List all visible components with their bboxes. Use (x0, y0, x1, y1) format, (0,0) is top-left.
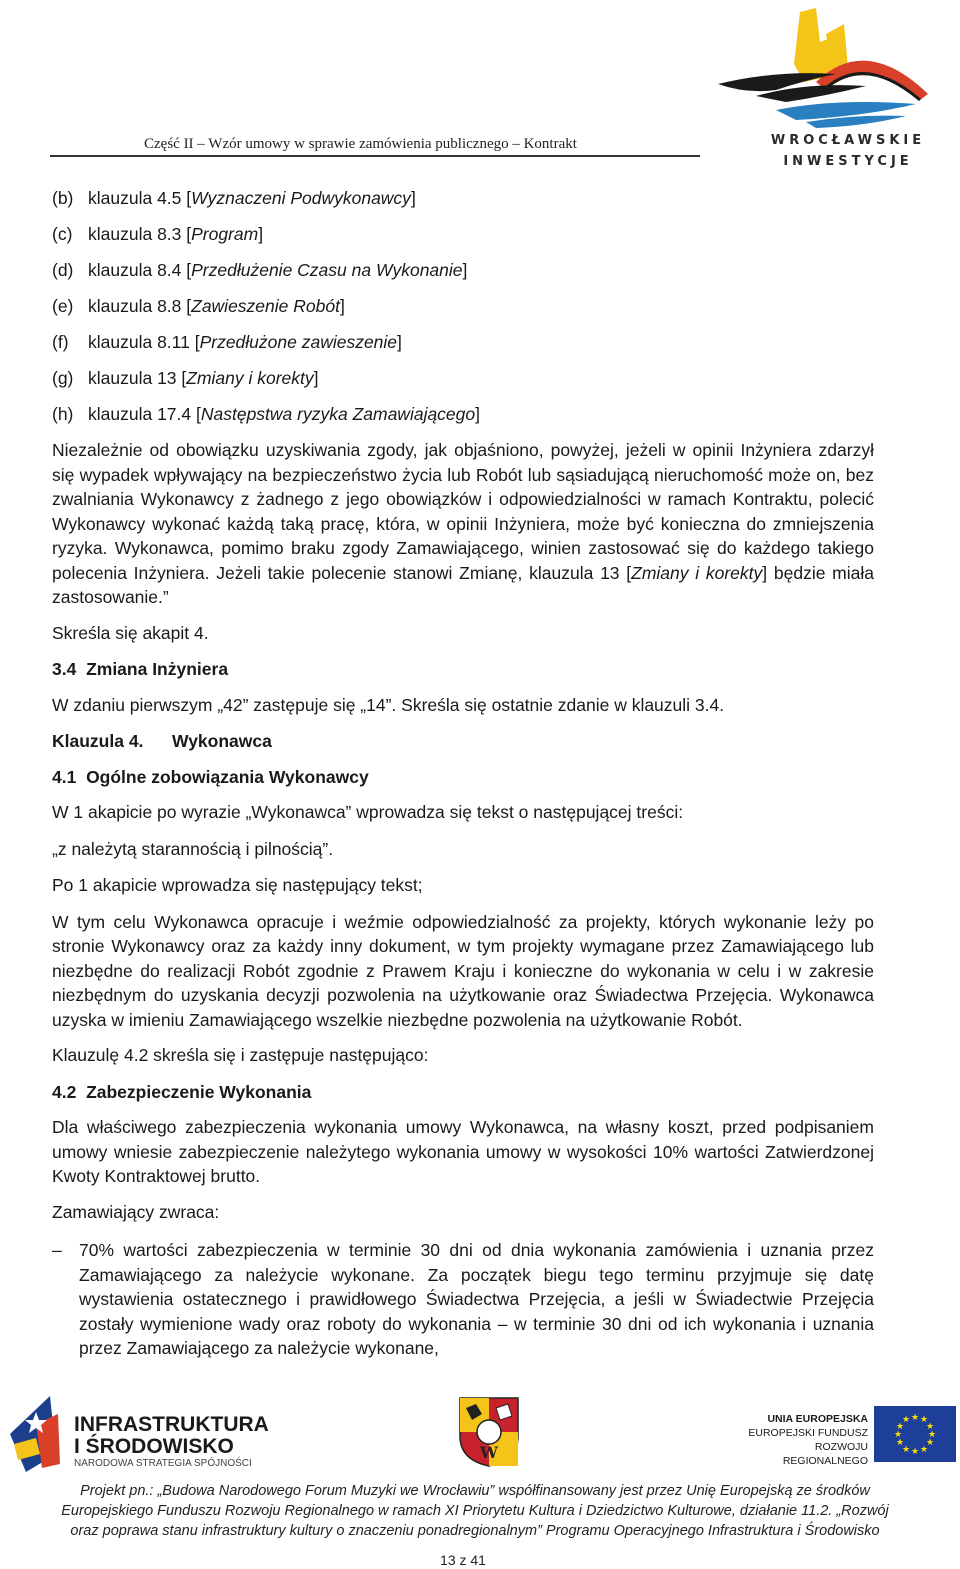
page-number: 13 z 41 (440, 1552, 486, 1568)
ue-line2: EUROPEJSKI FUNDUSZ (748, 1427, 868, 1439)
header-title: Część II – Wzór umowy w sprawie zamówienia publicznego – Kontrakt (144, 136, 577, 152)
list-text: klauzula 4.5 [ (88, 188, 192, 208)
svg-text:★: ★ (910, 1447, 920, 1457)
list-suffix: ] (475, 404, 481, 424)
svg-text:W: W (480, 1443, 498, 1462)
list-label: (g) (52, 368, 74, 388)
list-label: (f) (52, 332, 69, 352)
heading-title: Zmiana Inżyniera (86, 659, 229, 679)
svg-text:★: ★ (895, 1422, 905, 1432)
list-item (52, 366, 874, 390)
list-item (52, 222, 874, 246)
paragraph-quote: „z należytą starannością i pilnością”. (52, 838, 334, 859)
footnote-line2: Europejskiego Funduszu Rozwoju Regionalnego w ramach XI Priorytetu Kultura i Dziedzictwo Kulturowe, działanie 11.2. „Rozwój (61, 1503, 889, 1519)
clause-title: Wykonawca (172, 731, 272, 751)
heading-number: 4.2 (52, 1081, 77, 1102)
list-suffix: ] (410, 188, 416, 208)
list-item (52, 330, 874, 354)
list-label: (c) (52, 224, 73, 244)
list-text: klauzula 8.8 [ (88, 296, 192, 316)
paragraph-delete-4: Skreśla się akapit 4. (52, 622, 209, 643)
paragraph-risk (52, 438, 874, 610)
logo-text (760, 130, 936, 172)
ue-logo (730, 1406, 956, 1467)
svg-text:★: ★ (901, 1415, 911, 1425)
list-text: klauzula 13 [ (88, 368, 187, 388)
is-line3: NARODOWA STRATEGIA SPÓJNOŚCI (74, 1458, 252, 1469)
heading-title: Zabezpieczenie Wykonania (86, 1081, 312, 1102)
ue-line3: ROZWOJU REGIONALNEGO (782, 1441, 868, 1467)
list-item (52, 402, 874, 426)
bridge-logo-icon (716, 4, 940, 134)
list-title: Zmiany i korekty (186, 368, 314, 388)
list-title: Program (191, 224, 259, 244)
footnote-line3: oraz poprawa stanu infrastruktury kultury o znaczeniu ponadregionalnym” Programu Operacyjnego Infrastruktura i Środowisko (70, 1523, 880, 1539)
svg-text:★: ★ (925, 1438, 935, 1448)
logo-line1: WROCŁAWSKIE (770, 133, 926, 148)
infrastruktura-srodowisko-logo (6, 1394, 269, 1474)
eu-flag-icon (874, 1406, 956, 1462)
logo-line2: INWESTYCJE (783, 154, 913, 169)
list-suffix: ] (258, 224, 264, 244)
list-suffix: ] (339, 296, 345, 316)
paragraph-insert: W 1 akapicie po wyrazie „Wykonawca” wprowadza się tekst o następującej treści: (52, 802, 684, 822)
heading-title: Ogólne zobowiązania Wykonawcy (86, 766, 369, 787)
heading-4-2 (52, 1080, 874, 1105)
list-text: klauzula 17.4 [ (88, 404, 201, 424)
clause-list (52, 186, 874, 426)
list-label: (d) (52, 260, 74, 280)
list-title: Zawieszenie Robót (191, 296, 340, 316)
dash-bullet: – (52, 1240, 62, 1260)
paragraph-text: Niezależnie od obowiązku uzyskiwania zgody, jak objaśniono, powyżej, jeżeli w opinii Inżyniera zdarzył się wypadek wpływający na bezpieczeństwo życia lub Robót lub sąsiadującą nieruchomość może on, bez zwalniania Wykonawcy z żadnego z jego obowiązków i odpowiedzialności w ramach Kontraktu, polecić Wykonawcy wykonać każdą taką pracę, która, w opinii Inżyniera, może być konieczna do zmniejszenia ryzyka. Wykonawca, pomimo braku zgody Zamawiającego, winien zastosować się do każdego takiego polecenia Inżyniera. Jeżeli takie polecenie stanowi Zmianę, klauzula 13 [ (52, 440, 874, 583)
list-suffix: ] (313, 368, 319, 388)
paragraph-text-end: ] będzie miała zastosowanie.” (52, 562, 875, 607)
wroclaw-coat-of-arms (458, 1396, 520, 1468)
paragraph-italic: Zmiany i korekty (631, 562, 763, 583)
list-label: (e) (52, 296, 74, 316)
heading-3-4 (52, 657, 874, 682)
header-rule (50, 155, 700, 157)
svg-text:★: ★ (893, 1430, 903, 1440)
list-label: (h) (52, 404, 74, 424)
list-suffix: ] (397, 332, 402, 352)
paragraph-clause-4-2: Klauzulę 4.2 skreśla się i zastępuje następująco: (52, 1045, 429, 1065)
paragraph-first-sentence: W zdaniu pierwszym „42” zastępuje się „14”. Skreśla się ostatnie zdanie w klauzuli 3.4. (52, 694, 725, 715)
svg-text:★: ★ (927, 1430, 937, 1440)
document-body (52, 186, 874, 1361)
heading-number: 3.4 (52, 659, 77, 679)
svg-text:★: ★ (925, 1422, 935, 1432)
project-footnote (40, 1481, 910, 1541)
list-text: klauzula 8.11 [ (88, 332, 200, 352)
paragraph-after-1: Po 1 akapicie wprowadza się następujący tekst; (52, 875, 423, 895)
list-text: klauzula 8.4 [ (88, 260, 192, 280)
heading-4-1 (52, 765, 874, 790)
svg-text:★: ★ (919, 1445, 929, 1455)
list-title: Przedłużenie Czasu na Wykonanie (191, 260, 463, 280)
footnote-line1: Projekt pn.: „Budowa Narodowego Forum Muzyki we Wrocławiu” współfinansowany jest przez Unię Europejską ze środków (80, 1483, 870, 1499)
is-line2: I ŚRODOWISKO (74, 1435, 234, 1458)
svg-text:★: ★ (919, 1415, 929, 1425)
svg-text:★: ★ (901, 1445, 911, 1455)
clause-4-heading (52, 729, 874, 754)
ue-line1: UNIA EUROPEJSKA (767, 1413, 868, 1425)
paragraph-security: Dla właściwego zabezpieczenia wykonania umowy Wykonawca, na własny koszt, przed podpisaniem umowy wniesie zabezpieczenie należytego wykonania umowy w wysokości 10% wartości Zatwierdzonej Kwoty Kontraktowej brutto. (52, 1117, 874, 1186)
list-title: Przedłużone zawieszenie (199, 332, 398, 352)
heading-number: 4.1 (52, 766, 77, 787)
list-item (52, 258, 874, 282)
is-line1: INFRASTRUKTURA (74, 1413, 269, 1436)
paragraph-designs: W tym celu Wykonawca opracuje i weźmie odpowiedzialność za projekty, których wykonanie leży po stronie Wykonawcy oraz za każdy inny dokument, w tym projekty wymagane przez Zamawiającego lub niezbędne do realizacji Robót zgodnie z Prawem Kraju i konieczne do wykonania w celu i w zakresie niezbędnym do uzyskania decyzji pozwolenia na użytkowanie oraz Świadectwa Przejęcia. Wykonawca uzyska w imieniu Zamawiającego wszelkie niezbędne pozwolenia na użytkowanie Robót. (52, 911, 874, 1030)
coat-of-arms-icon (458, 1396, 520, 1468)
list-item (52, 294, 874, 318)
paragraph-returns: Zamawiający zwraca: (52, 1201, 220, 1222)
list-title: Wyznaczeni Podwykonawcy (191, 188, 411, 208)
dash-item-text: 70% wartości zabezpieczenia w terminie 30 dni od dnia wykonania zamówienia i uznania przez Zamawiającego za należycie wykonane. Za początek biegu tego terminu przyjmuje się datę wystawienia ostatecznego i prawidłowego Świadectwa Przejęcia, a jeśli w Świadectwie Przejęcia zostały wymienione wady oraz roboty do wykonania – w terminie 30 dni od ich wykonania i uznania przez Zamawiającego za należycie wykonane, (79, 1240, 874, 1358)
list-suffix: ] (462, 260, 468, 280)
svg-text:★: ★ (910, 1413, 920, 1423)
list-item (52, 186, 874, 210)
list-label: (b) (52, 188, 74, 208)
clause-label: Klauzula 4. (52, 731, 144, 751)
list-text: klauzula 8.3 [ (88, 224, 192, 244)
dash-list-item (52, 1238, 874, 1361)
svg-text:★: ★ (895, 1438, 905, 1448)
list-title: Następstwa ryzyka Zamawiającego (200, 404, 476, 424)
